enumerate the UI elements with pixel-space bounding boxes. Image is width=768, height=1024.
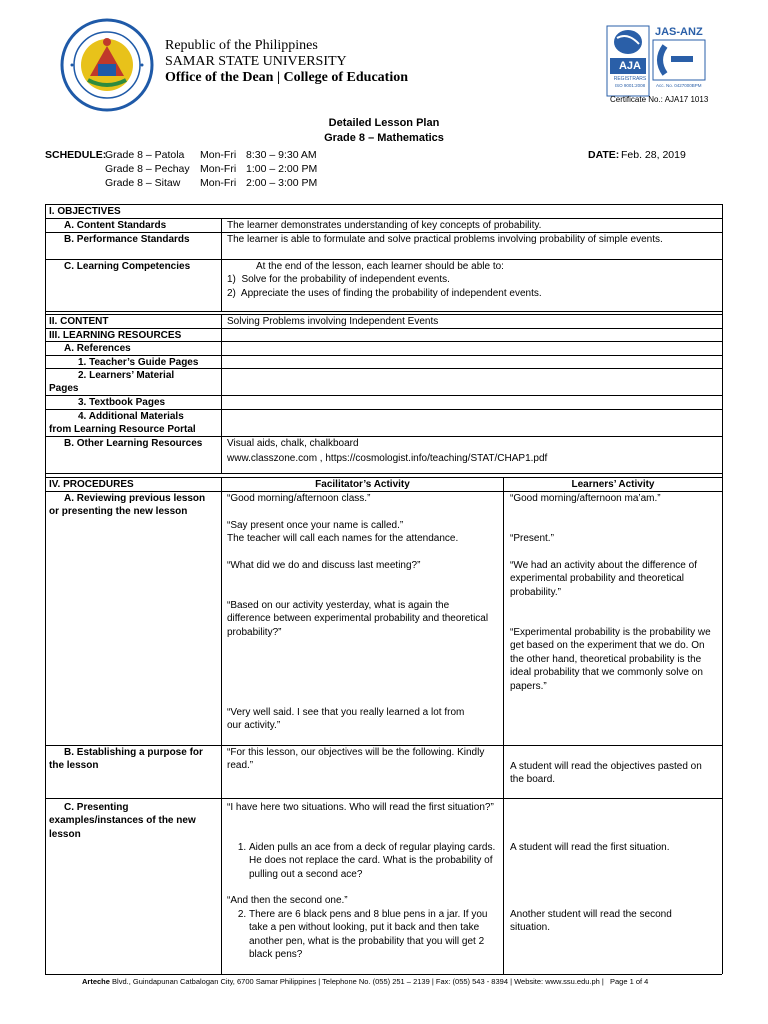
review-facilitator-text: “Good morning/afternoon class.” [227,493,371,504]
competency-item: 2) Appreciate the uses of finding the probability of independent events. [227,288,542,299]
learning-competencies-label: C. Learning Competencies [64,261,191,272]
registrars-label: REGISTRARS [613,76,647,82]
footer-address: Blvd., Guindapunan Catbalogan City, 6700 Samar Philippines | Telephone No. (055) 251 – 2139 | Fax: (055) 543 - 8394 | Website: www.ssu.edu.ph | [112,977,604,986]
present-facilitator-intro: “I have here two situations. Who will read the first situation?” [227,802,494,813]
review-facilitator-text: “Based on our activity yesterday, what is again the difference between experimental probability and theoretical probability?” [227,600,489,638]
situation-item [227,841,497,881]
aja-label: AJA [618,60,641,72]
content-standards-text: The learner demonstrates understanding of key concepts of probability. [227,220,542,231]
schedule-label: SCHEDULE: [45,149,107,161]
teachers-guide-label: 1. Teacher’s Guide Pages [78,357,199,368]
schedule-days: Mon-Fri [200,163,237,175]
republic-line: Republic of the Philippines [165,38,318,53]
situation-text: 2. There are 6 black pens and 8 blue pens in a jar. If you take a pen without looking, put it back and then take another pen, what is the probability that you will get 2 black pens? [249,908,497,962]
review-learner-text: “Good morning/afternoon ma’am.” [510,493,661,504]
other-resources-text: Visual aids, chalk, chalkboard [227,438,359,449]
performance-standards-label: B. Performance Standards [64,234,190,245]
content-label: II. CONTENT [49,316,109,327]
references-label: A. References [64,343,131,354]
learners-header: Learners’ Activity [571,479,655,490]
schedule-section: Grade 8 – Pechay [105,163,190,175]
performance-standards-text: The learner is able to formulate and solve practical problems involving probability of simple events. [227,234,663,245]
purpose-learner-text: A student will read the objectives pasted on the board. [510,761,702,786]
date-value: Feb. 28, 2019 [621,149,686,161]
textbook-pages-label: 3. Textbook Pages [78,397,166,408]
schedule-section: Grade 8 – Sitaw [105,177,181,189]
situation-text: 1. Aiden pulls an ace from a deck of regular playing cards. He does not replace the card. What is the probability of pulling out a second ace? [249,841,497,881]
schedule-time: 1:00 – 2:00 PM [246,163,318,175]
review-learner-text: “Present.” [510,533,554,544]
additional-materials-label-cont: from Learning Resource Portal [49,424,196,435]
additional-materials-label: 4. Additional Materials [78,411,184,422]
iso-label: ISO 9001:2008 [614,83,646,88]
footer-page: Page 1 of 4 [609,977,649,986]
purpose-facilitator-text: “For this lesson, our objectives will be the following. Kindly read.” [227,747,485,772]
footer [82,977,648,986]
learners-material-label: 2. Learners’ Material [78,370,175,381]
objectives-heading: I. OBJECTIVES [49,206,121,217]
footer-address-bold: Arteche [82,977,110,986]
other-resources-label: B. Other Learning Resources [64,438,203,449]
review-facilitator-text: The teacher will call each names for the attendance. [227,533,459,544]
content-text: Solving Problems involving Independent Events [227,316,439,327]
content-standards-label: A. Content Standards [64,220,167,231]
review-facilitator-text: “Very well said. I see that you really learned a lot from our activity.” [227,707,465,732]
review-learner-text: “Experimental probability is the probability we get based on the experiment that we do. On the other hand, theoretical probability is the ideal probability that we commonly solve on papers.” [510,627,711,692]
learners-material-label-cont: Pages [49,383,79,394]
review-facilitator-text: “Say present once your name is called.” [227,520,404,531]
other-resources-links: www.classzone.com , https://cosmologist.info/teaching/STAT/CHAP1.pdf [227,453,548,464]
jas-anz-label: JAS-ANZ [655,26,703,38]
university-name: SAMAR STATE UNIVERSITY [165,54,347,69]
schedule-time: 8:30 – 9:30 AM [246,149,317,161]
purpose-label: B. Establishing a purpose for the lesson [49,747,203,772]
office-line: Office of the Dean | College of Education [165,70,408,85]
schedule-days: Mon-Fri [200,149,237,161]
review-facilitator-text: “What did we do and discuss last meeting?” [227,560,421,571]
date-label: DATE: [588,149,620,161]
acc-label: Acc. No. 0427000BPM [656,83,702,88]
present-facilitator-mid: “And then the second one.” [227,895,348,906]
reviewing-label: A. Reviewing previous lesson or presenting the new lesson [49,493,206,518]
university-seal [60,18,154,112]
certificate-number: Certificate No.: AJA17 1013 [610,95,709,104]
situation-item [227,908,497,962]
competencies-intro: At the end of the lesson, each learner should be able to: [256,261,504,272]
learning-resources-label: III. LEARNING RESOURCES [49,330,182,341]
procedures-heading: IV. PROCEDURES [49,479,134,490]
present-learner-text: A student will read the first situation. [510,842,670,853]
facilitator-header: Facilitator’s Activity [315,479,410,490]
doc-subtitle: Grade 8 – Mathematics [324,132,444,144]
doc-title: Detailed Lesson Plan [328,117,440,129]
competency-item: 1) Solve for the probability of independent events. [227,274,450,285]
schedule-section: Grade 8 – Patola [105,149,185,161]
presenting-label: C. Presenting examples/instances of the new lesson [49,802,196,840]
review-learner-text: “We had an activity about the difference of experimental probability and theoretical probability.” [510,560,697,598]
schedule-days: Mon-Fri [200,177,237,189]
schedule-time: 2:00 – 3:00 PM [246,177,318,189]
present-learner-text: Another student will read the second situation. [510,909,672,934]
